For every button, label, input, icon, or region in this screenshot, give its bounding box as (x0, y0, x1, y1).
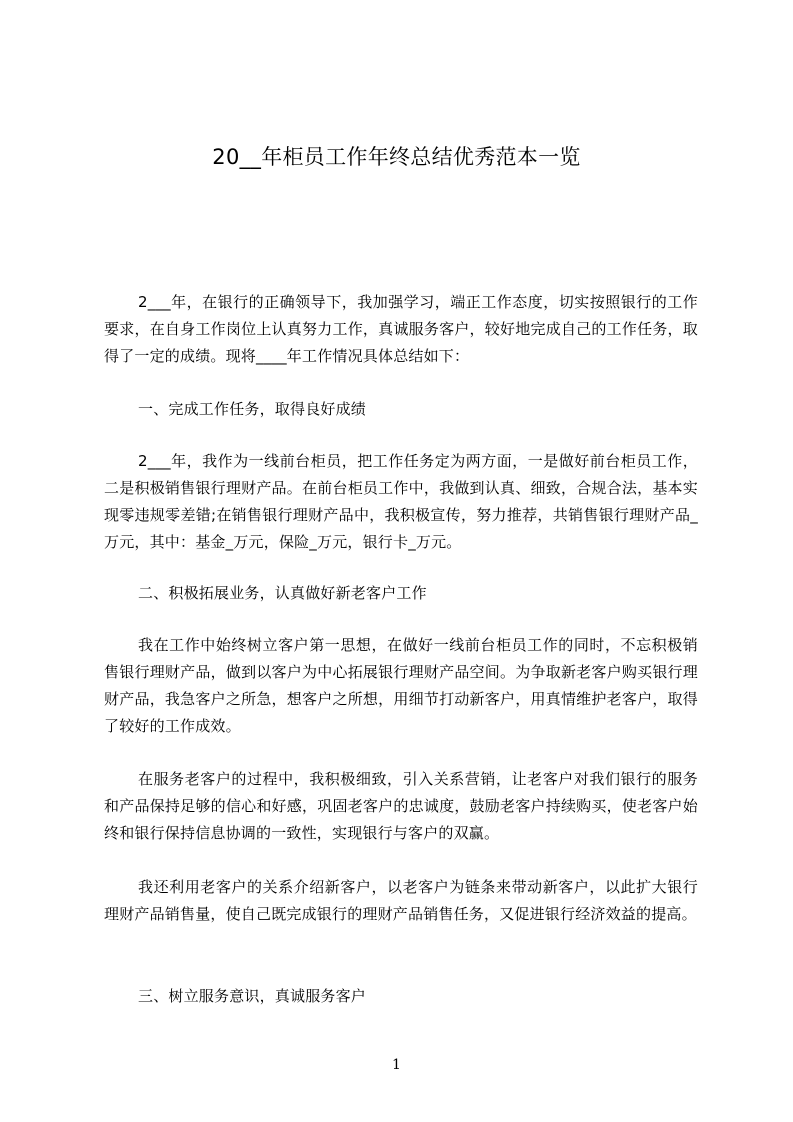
section-2-paragraph-2: 在服务老客户的过程中，我积极细致，引入关系营销，让老客户对我们银行的服务和产品保持足够的信心和好感，巩固老客户的忠诚度，鼓励老客户持续购买，使老客户始终和银行保持信息协调的一致性，实现银行与客户的双赢。 (104, 770, 698, 842)
section-2-paragraph-1: 我在工作中始终树立客户第一思想，在做好一线前台柜员工作的同时，不忘积极销售银行理财产品，做到以客户为中心拓展银行理财产品空间。为争取新老客户购买银行理财产品，我急客户之所急，想客户之所想，用细节打动新客户，用真情维护老客户，取得了较好的工作成效。 (104, 636, 698, 735)
section-2-paragraph-3: 我还利用老客户的关系介绍新客户，以老客户为链条来带动新客户，以此扩大银行理财产品销售量，使自己既完成银行的理财产品销售任务，又促进银行经济效益的提高。 (104, 878, 698, 923)
section-1-paragraph: 2___年，我作为一线前台柜员，把工作任务定为两方面，一是做好前台柜员工作，二是积极销售银行理财产品。在前台柜员工作中，我做到认真、细致，合规合法，基本实现零违规零差错;在销售银行理财产品中，我积极宣传，努力推荐，共销售银行理财产品_万元，其中：基金_万元，保险_万元，银行卡_万元。 (104, 452, 698, 551)
section-heading-3: 三、树立服务意识，真诚服务客户 (138, 987, 367, 1005)
section-heading-1: 一、完成工作任务，取得良好成绩 (138, 400, 367, 418)
section-heading-2: 二、积极拓展业务，认真做好新老客户工作 (138, 584, 427, 602)
document-title: 20__年柜员工作年终总结优秀范本一览 (212, 145, 581, 169)
intro-paragraph: 2___年，在银行的正确领导下，我加强学习，端正工作态度，切实按照银行的工作要求，在自身工作岗位上认真努力工作，真诚服务客户，较好地完成自己的工作任务，取得了一定的成绩。现将____年工作情况具体总结如下： (104, 293, 698, 365)
page-number: 1 (392, 1057, 401, 1073)
